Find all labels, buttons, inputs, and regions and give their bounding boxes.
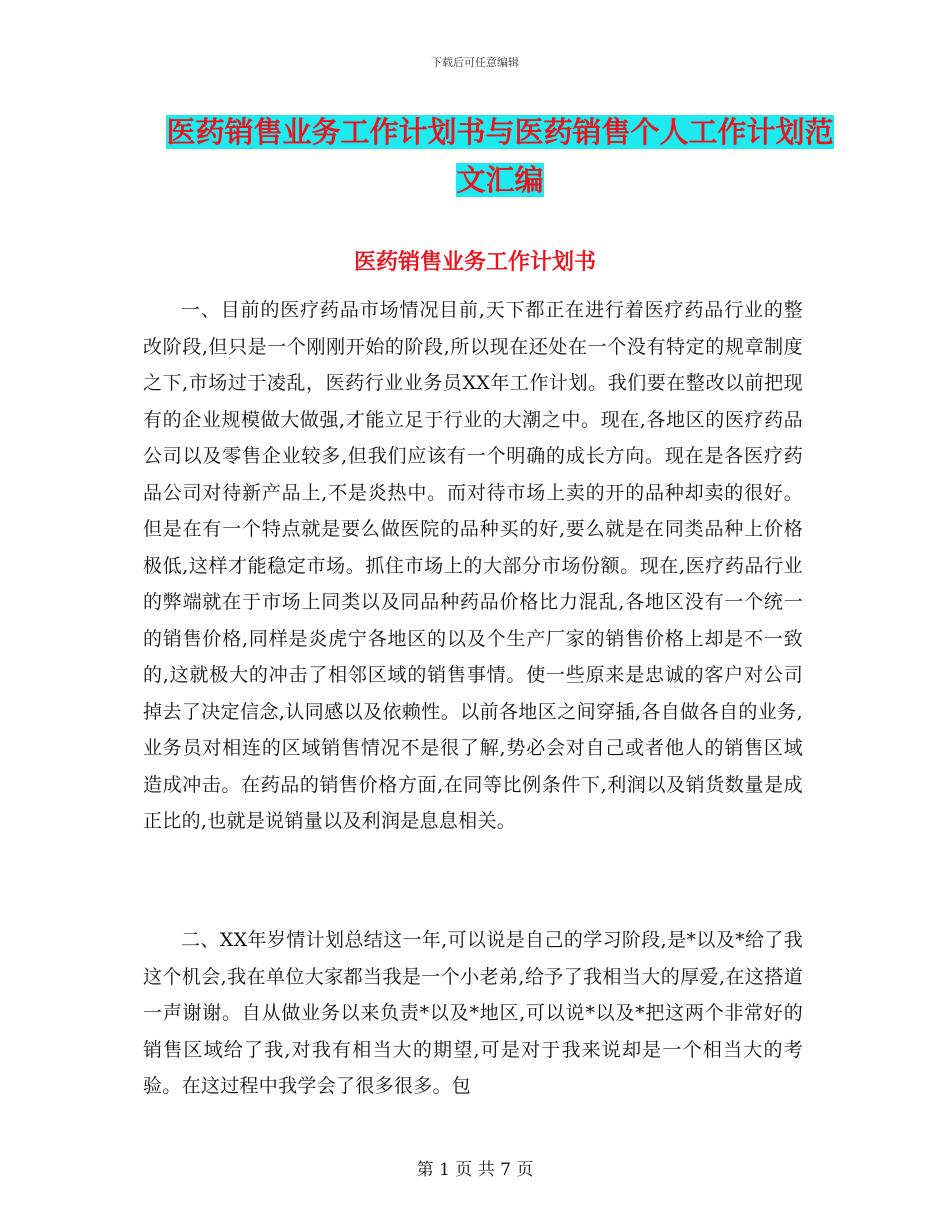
document-title-line2: 文汇编 [456,163,544,197]
section-title: 医药销售业务工作计划书 [353,250,596,275]
body-paragraph-2: 二、XX年岁情计划总结这一年,可以说是自己的学习阶段,是*以及*给了我这个机会,我在单位大家都当我是一个小老弟,给予了我相当大的厚爱,在这搭道一声谢谢。自从做业务以来负责*以及*地区,可以说*以及*把这两个非常好的销售区域给了我,对我有相当大的期望,可是对于我来说却是一个相当大的考验。在这过程中我学会了很多很多。包 [143,929,803,1097]
body-paragraph-1: 一、目前的医疗药品市场情况目前,天下都正在进行着医疗药品行业的整改阶段,但只是一个刚刚开始的阶段,所以现在还处在一个没有特定的规章制度之下,市场过于凌乱，医药行业业务员XX年工作计划。我们要在整改以前把现有的企业规模做大做强,才能立足于行业的大潮之中。现在,各地区的医疗药品公司以及零售企业较多,但我们应该有一个明确的成长方向。现在是各医疗药品公司对待新产品上,不是炎热中。而对待市场上卖的开的品种却卖的很好。但是在有一个特点就是要么做医院的品种买的好,要么就是在同类品种上价格极低,这样才能稳定市场。抓住市场上的大部分市场份额。现在,医疗药品行业的弊端就在于市场上同类以及同品种药品价格比力混乱,各地区没有一个统一的销售价格,同样是炎虎宁各地区的以及个生产厂家的销售价格上却是不一致的,这就极大的冲击了相邻区域的销售事情。使一些原来是忠诚的客户对公司掉去了决定信念,认同感以及依赖性。以前各地区之间穿插,各自做各自的业务,业务员对相连的区域销售情况不是很了解,势必会对自己或者他人的销售区域造成冲击。在药品的销售价格方面,在同等比例条件下,利润以及销货数量是成正比的,也就是说销量以及利润是息息相关。 [143,299,803,832]
page-footer: 第 1 页 共 7 页 [416,1160,534,1180]
document-title-line1: 医药销售业务工作计划书与医药销售个人工作计划范 [166,115,834,149]
document-title [150,108,850,204]
header-note: 下载后可任意编辑 [431,56,519,69]
